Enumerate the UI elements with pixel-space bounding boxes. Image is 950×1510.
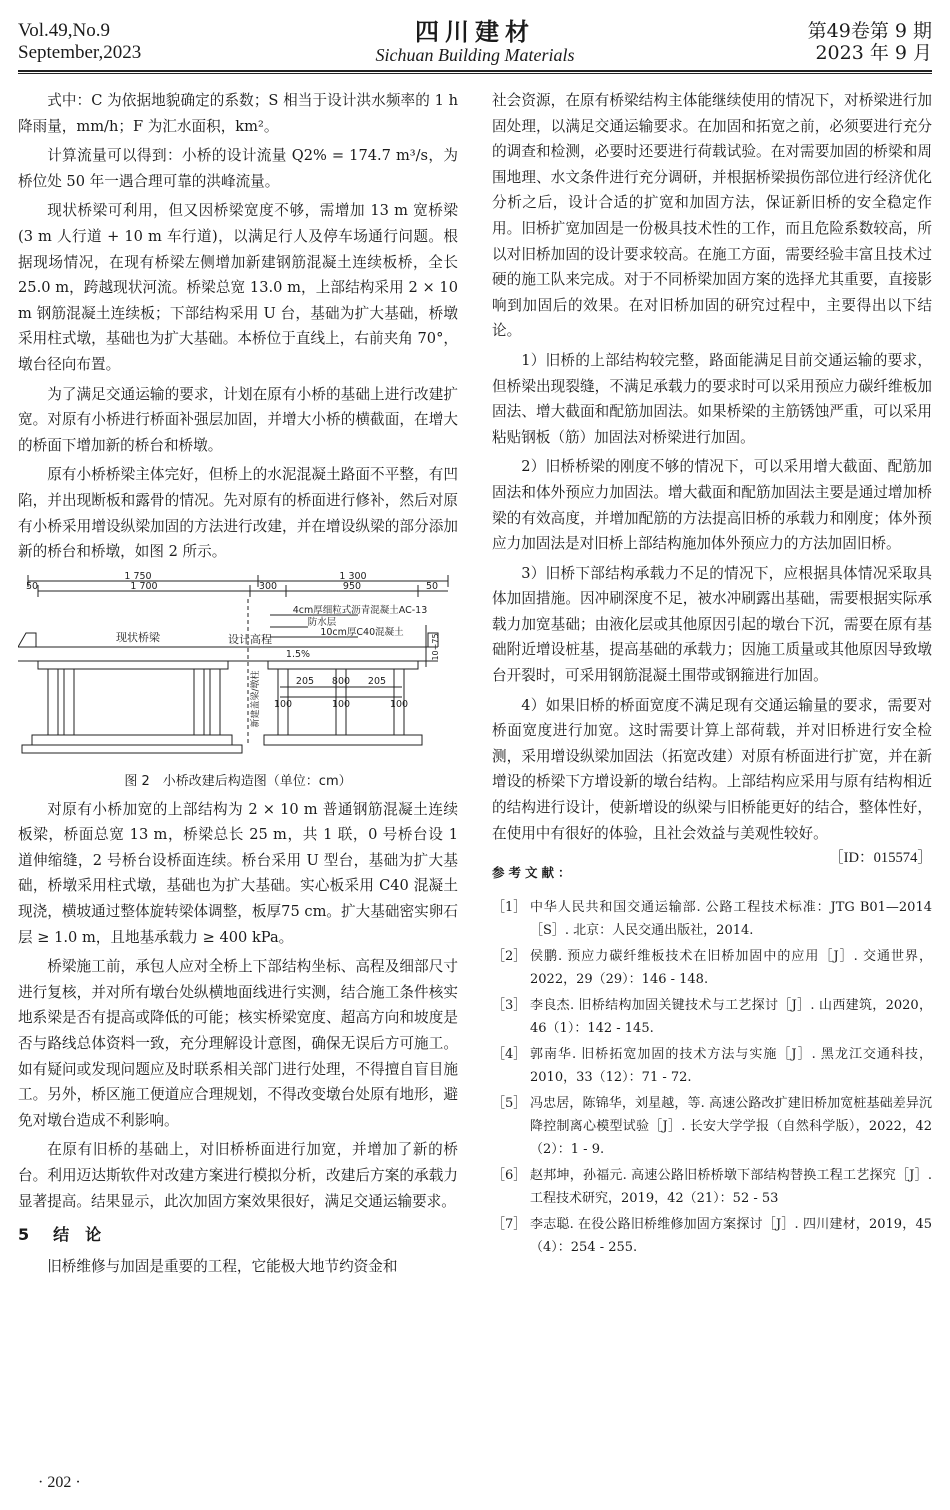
section-number: 5 (18, 1225, 30, 1245)
journal-english-name: Sichuan Building Materials (375, 45, 575, 65)
layer-label: 防水层 (307, 616, 337, 628)
figure-caption: 图 2 小桥改建后构造图（单位：cm） (124, 773, 352, 789)
reference-text: 李良杰. 旧桥结构加固关键技术与工艺探讨［J］. 山西建筑，2020，46（1）：142 - 145. (530, 997, 932, 1036)
reference-number: ［5］ (492, 1095, 527, 1111)
header-right (808, 20, 932, 64)
paragraph: 式中：C 为依据地貌确定的系数；S 相当于设计洪水频率的 1 h 降雨量，mm/h；F 为汇水面积，km²。 (18, 92, 458, 135)
reference-number: ［1］ (492, 899, 527, 915)
existing-column (194, 669, 204, 735)
paragraph (492, 693, 932, 867)
new-cap-beam (268, 661, 418, 669)
header-center (18, 17, 932, 66)
bridge-cross-section-figure (18, 569, 458, 769)
conclusion-4-text: 4）如果旧桥的桥面宽度不满足现有交通运输量的要求，需要对桥面宽度进行加宽。这时需要计算上部荷载，并对旧桥进行安全检测，采用增设纵梁加固法（拓宽改建）对原有桥面进行扩宽，并在新增设的桥梁下方增设新的墩台结构。上部结构应采用与原有结构相近的结构进行设计，使新增设的纵梁与旧桥能更好的结合，整体性好，在使用中有很好的体验，且社会效益与美观性较好。 (492, 696, 932, 842)
paragraph: 3）旧桥下部结构承载力不足的情况下，应根据具体情况采取具体加固措施。因冲刷深度不足，被水冲刷露出基础，需要根据实际承载力加宽基础；由液化层或其他原因引起的墩台下沉，需要在原有基础附近增设桩基，提高基础的承载力；因施工质量或其他原因导致墩台开裂时，可采用钢筋混凝土围带或钢箍进行加固。 (492, 564, 932, 685)
dimension-label: 50 (425, 580, 439, 592)
reference-item (492, 945, 932, 991)
design-elevation-label: 设计高程 (228, 632, 272, 646)
dimension-label: 1 700 (130, 580, 158, 592)
reference-number: ［6］ (492, 1167, 527, 1183)
header-rule (18, 70, 932, 72)
paragraph: 2）旧桥桥梁的刚度不够的情况下，可以采用增大截面、配筋加固法和体外预应力加固法。增大截面和配筋加固法主要是通过增加桥梁的有效高度，并增加配筋的方法提高旧桥的承载力和刚度；体外预应力加固法是对旧桥上部结构施加体外预应力的方法加固旧桥。 (492, 458, 932, 553)
dimension-label: 10+75 (431, 633, 440, 661)
paragraph: 现状桥梁可利用，但又因桥梁宽度不够，需增加 13 m 宽桥梁(3 m 人行道 + 10 m 车行道)，以满足行人及停车场通行问题。根据现场情况，在现有桥梁左侧增加新建钢筋混凝土连续板桥，全长 25.0 m，跨越现状河流。桥梁总宽 13.0 m，上部结构采用 2 × 10 m 钢筋混凝土连续板；下部结构采用 U 台，基础为扩大基础，桥墩采用柱式墩，基础也为扩大基础。本桥位于直线上，右前夹角 70°，墩台径向布置。 (18, 202, 458, 373)
reference-number: ［7］ (492, 1216, 527, 1232)
reference-item (492, 1043, 932, 1089)
paragraph: 原有小桥桥梁主体完好，但桥上的水泥混凝土路面不平整，有凹陷，并出现断板和露骨的情况。先对原有的桥面进行修补，然后对原有小桥采用增设纵梁加固的方法进行改建，并在增设纵梁的部分添加新的桥台和桥墩，如图 2 所示。 (18, 466, 458, 561)
paragraph: 在原有旧桥的基础上，对旧桥桥面进行加宽，并增加了新的桥台。利用迈达斯软件对改建方案进行模拟分析，改建后方案的承载力显著提高。结果显示，此次加固方案效果很好，满足交通运输要求。 (18, 1141, 458, 1210)
header-rule-thin (18, 73, 932, 74)
section-title: 结 论 (53, 1225, 102, 1245)
date-cn-label: 2023 年 9 月 (815, 42, 932, 64)
reference-number: ［3］ (492, 997, 527, 1013)
bridge-drawing (18, 569, 458, 769)
reference-text: 赵邦坤，孙福元. 高速公路旧桥桥墩下部结构替换工程工艺探究［J］. 工程技术研究，2019，42（21）：52 - 53 (530, 1167, 932, 1206)
dimension-label: 50 (25, 580, 39, 592)
left-parapet (18, 633, 36, 647)
paragraph: 为了满足交通运输的要求，计划在原有小桥的基础上进行改建扩宽。对原有小桥进行桥面补强层加固，并增大小桥的横截面，在增大的桥面下增加新的桥台和桥墩。 (18, 385, 458, 454)
existing-cap-beam (38, 661, 228, 669)
page-header (18, 17, 932, 68)
layer-label: 4cm厚细粒式沥青混凝土AC-13 (292, 604, 428, 616)
reference-number: ［2］ (492, 948, 527, 964)
dimension-label: 205 (295, 675, 315, 687)
reference-text: 侯鹏. 预应力碳纤维板技术在旧桥加固中的应用［J］. 交通世界，2022，29（29）：146 - 148. (530, 948, 932, 987)
paragraph: 桥梁施工前，承包人应对全桥上下部结构坐标、高程及细部尺寸进行复核，并对所有墩台处纵横地面线进行实测，结合施工条件核实地系梁是否有提高或降低的可能；核实桥梁宽度、超高方向和坡度是否与路线总体资料一致，充分理解设计意图，确保无误后方可施工。如有疑问或发现问题应及时联系相关部门进行处理，不得擅自盲目施工。另外，桥区施工便道应合理规划，不得改变墩台处原有地形，避免对墩台造成不利影响。 (18, 958, 458, 1129)
dimension-label: 1 300 (339, 570, 367, 582)
paragraph: 社会资源，在原有桥梁结构主体能继续使用的情况下，对桥梁进行加固处理，以满足交通运输要求。在加固和拓宽之前，必须要进行充分的调查和检测，必要时还要进行荷载试验。在对需要加固的桥梁和周围地理、水文条件进行充分调研，并根据桥梁损伤部位进行经济优化分析之后，设计合适的扩宽和加固方法，保证新旧桥的安全稳定作用。旧桥扩宽加固是一份极具技术性的工作，而且危险系数较高，所以对旧桥加固的设计要求较高。在施工方面，需要经验丰富且技术过硬的施工队来完成。对于不同桥梁加固方案的选择尤其重要，直接影响到加固后的效果。在对旧桥加固的研究过程中，主要得出以下结论。 (492, 92, 932, 340)
reference-text: 李志聪. 在役公路旧桥维修加固方案探讨［J］. 四川建材，2019，45（4）：254 - 255. (530, 1216, 932, 1255)
paragraph: 1）旧桥的上部结构较完整，路面能满足目前交通运输的要求，但桥梁出现裂缝，不满足承载力的要求时可以采用预应力碳纤维板加固法、增大截面和配筋加固法。如果桥梁的主筋锈蚀严重，可以采用粘贴钢板（筋）加固法对桥梁进行加固。 (492, 351, 932, 446)
reference-item (492, 896, 932, 942)
layer-label: 10cm厚C40混凝土 (320, 626, 404, 638)
existing-column (64, 669, 74, 735)
dimension-label: 300 (258, 580, 278, 592)
dimension-label: 100 (389, 698, 409, 710)
dimension-label: 1 750 (124, 570, 152, 582)
paragraph: 旧桥维修与加固是重要的工程，它能极大地节约资金和 (47, 1258, 398, 1276)
paragraph: 计算流量可以得到：小桥的设计流量 Q2% = 174.7 m³/s，为桥位处 50 年一遇合理可靠的洪峰流量。 (18, 147, 458, 190)
dimension-label: 950 (342, 580, 362, 592)
new-pier-label: 新建盖梁/墩柱 (251, 670, 261, 728)
reference-text: 郭南华. 旧桥拓宽加固的技术方法与实施［J］. 黑龙江交通科技，2010，33（12）：71 - 72. (530, 1046, 932, 1085)
existing-column (48, 669, 58, 735)
new-footing (264, 735, 422, 745)
slope-label: 1.5% (285, 648, 311, 660)
existing-footing (32, 735, 232, 745)
dimension-label: 800 (331, 675, 351, 687)
journal-logo: 四川建材 (415, 17, 535, 46)
existing-bridge-label: 现状桥梁 (116, 630, 160, 644)
references-title: 参考文献： (492, 865, 575, 881)
reference-number: ［4］ (492, 1046, 527, 1062)
right-column (492, 88, 932, 1262)
reference-text: 中华人民共和国交通运输部. 公路工程技术标准：JTG B01—2014［S］. 北京：人民交通出版社，2014. (530, 899, 932, 938)
reference-item (492, 1164, 932, 1210)
volume-label: Vol.49,No.9 (18, 20, 111, 41)
existing-base (22, 745, 242, 753)
left-column (18, 88, 458, 1284)
reference-item (492, 994, 932, 1040)
existing-column (210, 669, 220, 735)
dimension-label: 100 (331, 698, 351, 710)
reference-item (492, 1213, 932, 1259)
volume-cn-label: 第49卷第 9 期 (807, 20, 932, 42)
dimension-label: 100 (273, 698, 293, 710)
date-label: September,2023 (18, 42, 142, 63)
dimension-label: 205 (367, 675, 387, 687)
section-heading (18, 1220, 458, 1250)
paragraph: 对原有小桥加宽的上部结构为 2 × 10 m 普通钢筋混凝土连续板梁，桥面总宽 13 m，桥梁总长 25 m，共 1 联，0 号桥台设 1 道伸缩缝，2 号桥台设桥面连续。桥台采用 U 型台，基础为扩大基础，桥墩采用柱式墩，基础也为扩大基础。实心板采用 C40 混凝土现浇，横坡通过整体旋转梁体调整，板厚75 cm。扩大基础密实卵石层 ≥ 1.0 m，且地基承载力 ≥ 400 kPa。 (18, 800, 458, 946)
reference-item (492, 1092, 932, 1161)
article-id: ［ID：015574］ (829, 850, 932, 867)
reference-text: 冯忠居，陈锦华，刘星越，等. 高速公路改扩建旧桥加宽桩基础差异沉降控制离心模型试验［J］. 长安大学学报（自然科学版），2022，42（2）：1 - 9. (530, 1095, 932, 1157)
page-number: · 202 · (38, 1474, 81, 1491)
